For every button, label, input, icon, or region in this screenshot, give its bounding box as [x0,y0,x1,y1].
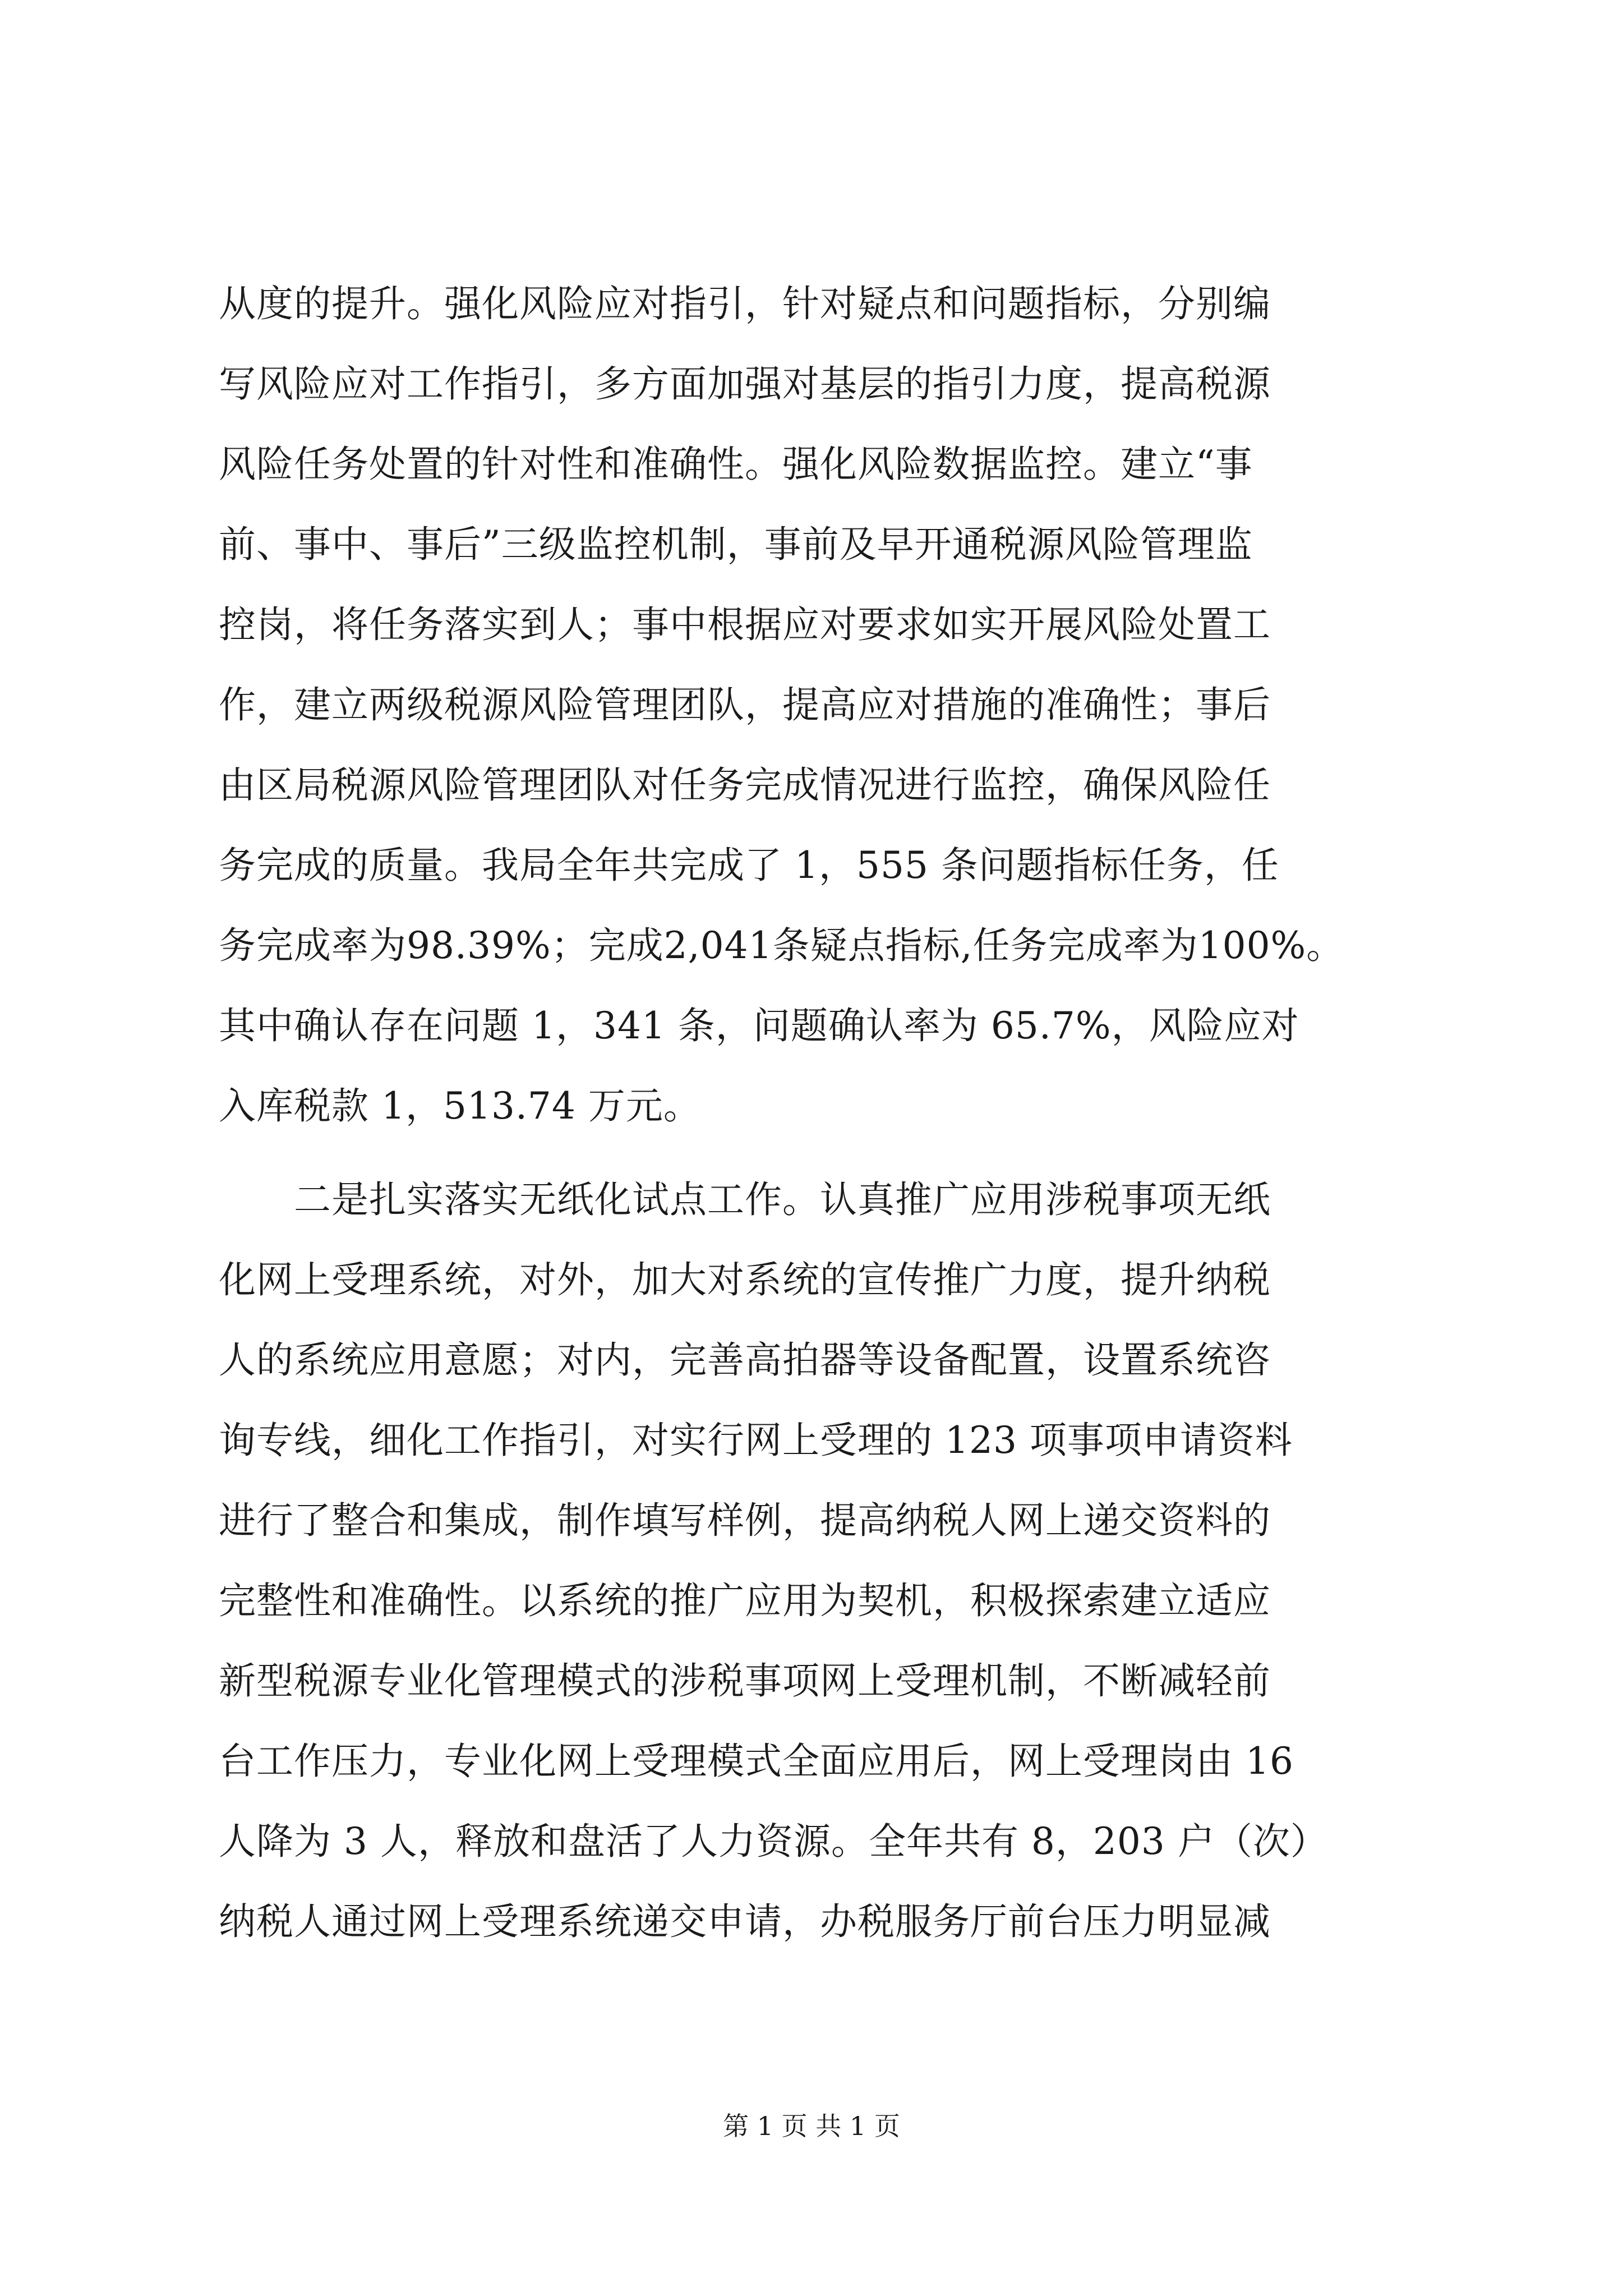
text-line: 人的系统应用意愿；对内，完善高拍器等设备配置，设置系统咨 [219,1338,1271,1382]
text-line: 台工作压力，专业化网上受理模式全面应用后，网上受理岗由 16 [219,1740,1294,1783]
text-line: 纳税人通过网上受理系统递交申请，办税服务厅前台压力明显减 [219,1900,1271,1943]
text-line: 前、事中、事后”三级监控机制，事前及早开通税源风险管理监 [219,523,1253,566]
text-line: 二是扎实落实无纸化试点工作。认真推广应用涉税事项无纸 [219,1178,1271,1221]
paragraph-2 [219,1159,1408,1962]
text-line: 完整性和准确性。以系统的推广应用为契机，积极探索建立适应 [219,1579,1271,1622]
page-footer [0,2109,1623,2143]
text-line: 其中确认存在问题 1，341 条，问题确认率为 65.7%，风险应对 [219,1004,1299,1047]
paragraph-spacer [219,1146,1408,1159]
paragraph-1 [219,264,1408,1146]
text-line: 从度的提升。强化风险应对指引，针对疑点和问题指标，分别编 [219,282,1271,325]
text-line: 入库税款 1，513.74 万元。 [219,1084,701,1128]
text-line: 务完成的质量。我局全年共完成了 1，555 条问题指标任务，任 [219,844,1279,887]
text-line: 由区局税源风险管理团队对任务完成情况进行监控，确保风险任 [219,763,1271,807]
text-line: 化网上受理系统，对外，加大对系统的宣传推广力度，提升纳税 [219,1258,1271,1301]
text-line: 写风险应对工作指引，多方面加强对基层的指引力度，提高税源 [219,362,1271,406]
text-line: 作，建立两级税源风险管理团队，提高应对措施的准确性；事后 [219,683,1271,726]
text-line: 新型税源专业化管理模式的涉税事项网上受理机制，不断减轻前 [219,1659,1271,1703]
body-text [219,264,1408,1962]
page-number-label: 第 1 页 共 1 页 [723,2111,900,2141]
text-line: 询专线，细化工作指引，对实行网上受理的 123 项事项申请资料 [219,1419,1293,1462]
text-line: 务完成率为98.39%；完成2,041条疑点指标,任务完成率为100%。 [219,924,1344,967]
text-line: 进行了整合和集成，制作填写样例，提高纳税人网上递交资料的 [219,1499,1271,1542]
text-line: 控岗，将任务落实到人；事中根据应对要求如实开展风险处置工 [219,603,1271,646]
text-line: 风险任务处置的针对性和准确性。强化风险数据监控。建立“事 [219,443,1253,486]
text-line: 人降为 3 人，释放和盘活了人力资源。全年共有 8，203 户（次） [219,1820,1328,1863]
